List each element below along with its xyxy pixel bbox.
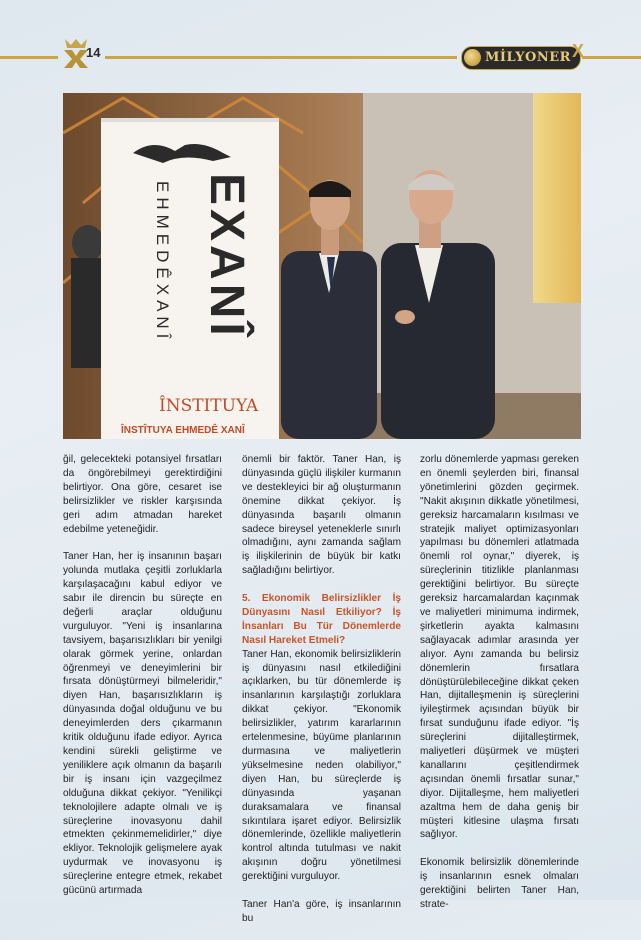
banner-sub-text: EHMEDÊXANÎ [153, 181, 172, 344]
page-number: 14 [86, 45, 101, 60]
brand-x-mark: X [571, 41, 584, 61]
paragraph: ğil, gelecekteki potansiyel fırsatları da öngörebilmeyi gerektirdiğini belirtiyor. Ona göre, cesaret ise belirsizlikler ve riskler karşısında geri adım atmadan hareket edebilme yeteneğidir. [63, 454, 222, 535]
brand-coin-icon [464, 49, 481, 66]
paragraph: Taner Han, ekonomik belirsizliklerin iş dünyasını nasıl etkilediğini açıklarken, bu tür dönemlerde iş insanlarının karşılaştığı zorluklara dikkat çekiyor. "Ekonomik belirsizlikler, yatırım kararlarının ertelenmesine, büyüme planlarının durmasına ve maliyetlerin yükselmesine neden olabiliyor," diyen Han, bu süreçlerde iş dünyasında yaşanan duraksamalara ve finansal sıkıntılara işaret ediyor. Belirsizlik dönemlerinde, özellikle maliyetlerin kontrol altında tutulması ve nakit akışının doğru yönetilmesi gerektiğini vurguluyor. [242, 648, 401, 883]
article-column-2 [242, 453, 401, 940]
header-rule-left [0, 56, 58, 59]
paragraph: önemli bir faktör. Taner Han, iş dünyasında güçlü ilişkiler kurmanın ve destekleyici bir ağ oluşturmanın önemine dikkat çekiyor. İş dünyasında başarılı olmanın sadece bireysel yeteneklerle sınırlı olmadığını, aynı zamanda sağlam iş ilişkilerinin de büyük bir katkı sağladığını belirtiyor. [242, 454, 401, 577]
paragraph: Taner Han, her iş insanının başarı yolunda mutlaka çeşitli zorluklarla karşılaşacağını kabul ediyor ve sabır ile direncin bu süreçte en değerli araçlar olduğunu vurguluyor. "Yeni iş insanlarına tavsiyem, başarısızlıkları bir yenilgi olarak görmek yerine, onlardan öğrenmeyi ve deneyimlerini bir fırsata dönüştürmeyi bilmeleridir," diyen Han, başarısızlıkların iş dünyasında doğal olduğunu ve bu deneyimlerden ders çıkarmanın kritik olduğunu ifade ediyor. Ayrıca kendini sürekli geliştirme ve yeniliklere açık olmanın da başarılı bir iş insanı için vazgeçilmez olduğuna dikkat çekiyor. "Yenilikçi teknolojilere adapte olmalı ve iş süreçlerine inovasyonu dahil etmekten çekinmemelidirler," diye ekliyor. Teknolojik gelişmelere ayak uydurmak ve inovasyonu iş süreçlerine entegre etmek, rekabet gücünü artırmada [63, 551, 222, 897]
paragraph: Taner Han'a göre, iş insanlarının bu [242, 898, 401, 924]
section-heading: 5. Ekonomik Belirsizlikler İş Dünyasını Nasıl Etkiliyor? İş İnsanları Bu Tür Dönemlerde Nasıl Hareket Etmeli? [242, 593, 401, 646]
page-header [0, 0, 641, 80]
paragraph: zorlu dönemlerde yapması gereken en önemli şeylerden biri, finansal yönetimlerini gözden geçirmek. "Nakit akışının dikkatle yönetilmesi, gereksiz harcamaların kısılması ve stratejik maliyet optimizasyonları yapılması bu dönemleri atlatmada önemli rol oynar," diyerek, iş süreçlerinin titizlikle planlanması gerektiğini belirtiyor. Bu süreçte gereksiz harcamalardan kaçınmak ve maliyetleri minimuma indirmek, şirketlerin ayakta kalmasını sağlayacak adımlar arasında yer alıyor. Aynı zamanda bu belirsiz dönemlerin fırsatlara dönüştürülebileceğine dikkat çeken Han, dijitalleşmenin iş süreçlerini iyileştirmek açısından büyük bir fırsat sunduğunu ifade ediyor. "İş süreçlerini dijitalleştirmek, maliyetleri düşürmek ve müşteri kanallarını çeşitlendirmek açısından önemli fırsatlar sunar," diyor. Dijitalleşme, hem maliyetleri azaltma hem de daha geniş bir müşteri kitlesine ulaşma fırsatı sağlıyor. [420, 454, 579, 841]
header-rule-right [582, 56, 641, 59]
article-column-1 [63, 453, 222, 912]
brand-name: MİLYONER [485, 50, 571, 65]
paragraph: Ekonomik belirsizlik dönemlerinde iş insanlarının esnek olmaları gerektiğini belirten Taner Han, strate- [420, 857, 579, 910]
article-column-3 [420, 453, 579, 926]
banner-institute-text: ÎNSTITUYA [159, 396, 259, 416]
header-rule-middle [105, 56, 457, 59]
banner-bottom-text: ÎNSTÎTUYA EHMEDÊ XANÎ [121, 425, 245, 436]
banner-main-text: EXANÎ [200, 173, 253, 340]
brand-logo [461, 41, 584, 70]
article-photo [63, 93, 581, 439]
